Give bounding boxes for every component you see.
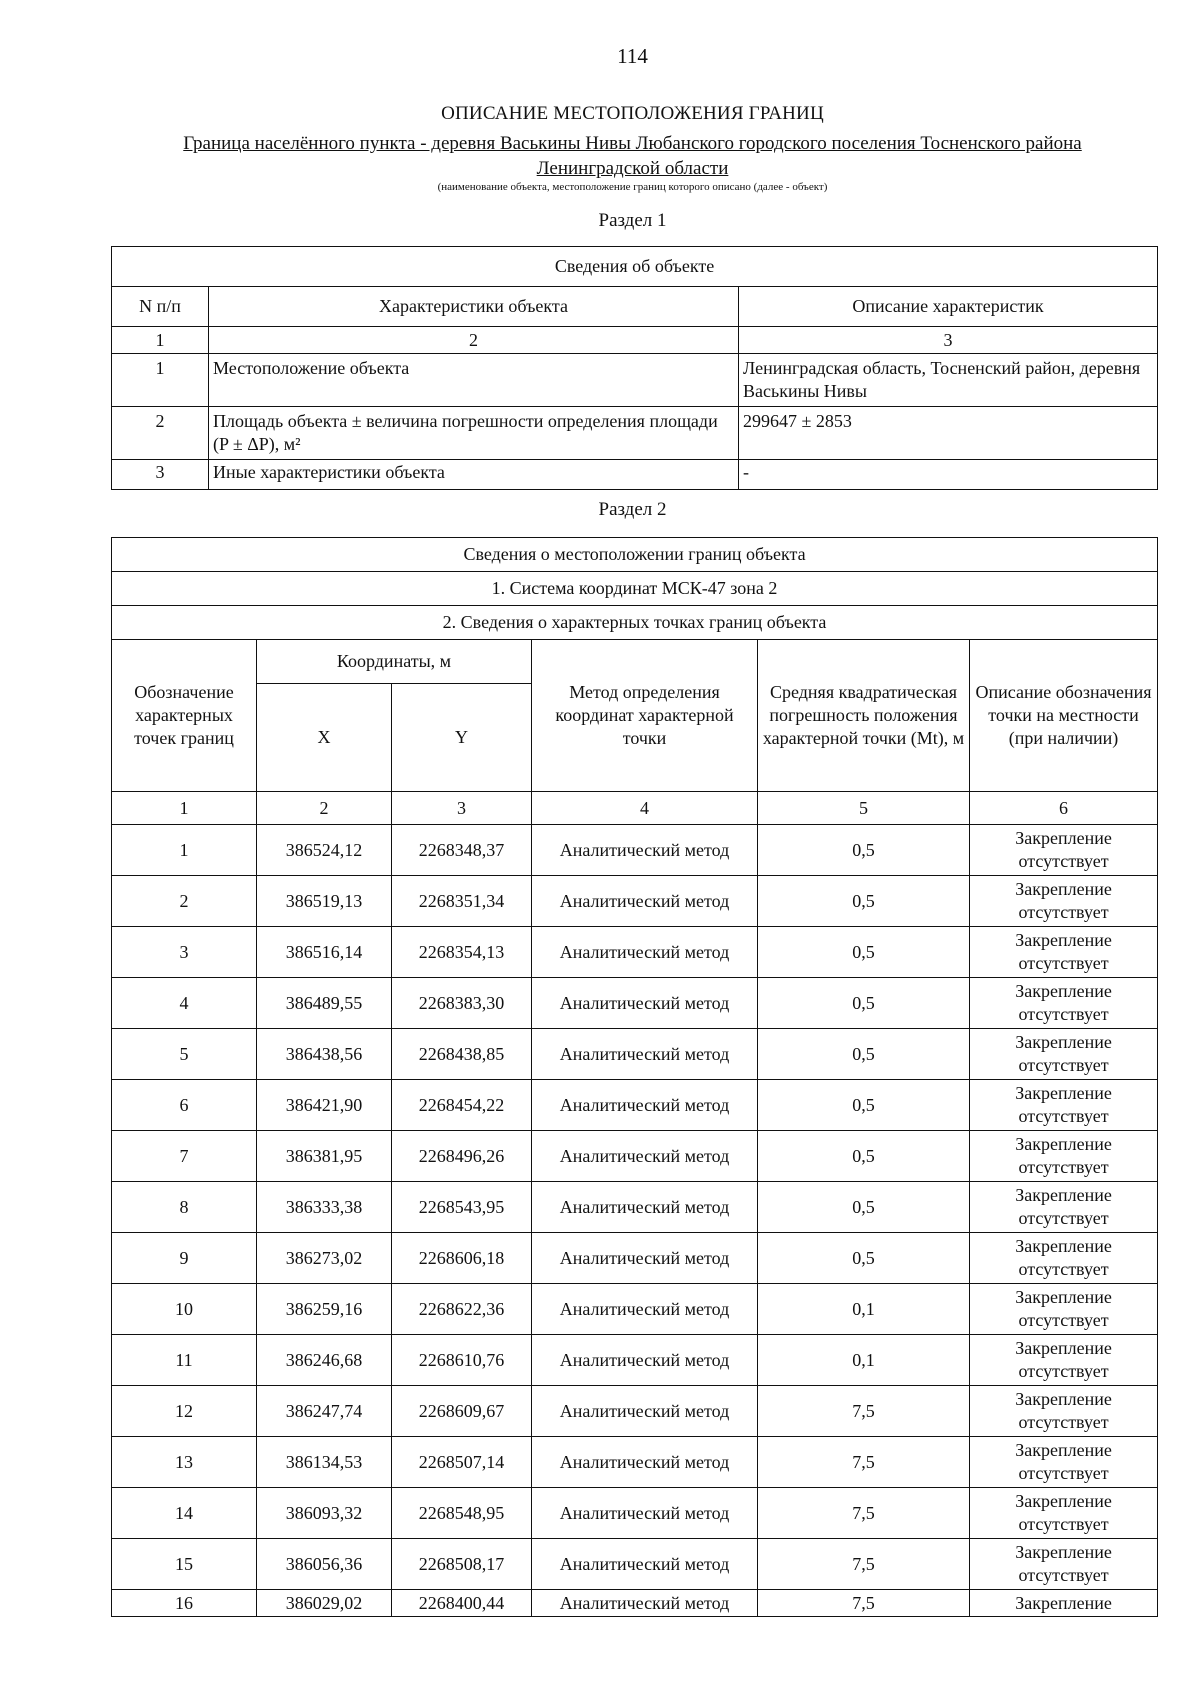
mean-error: 7,5 <box>758 1488 970 1539</box>
point-id: 12 <box>112 1386 257 1437</box>
column-number: 1 <box>112 792 257 825</box>
header-coordinates: Координаты, м <box>257 640 532 684</box>
coord-x: 386029,02 <box>257 1590 392 1617</box>
coord-y: 2268543,95 <box>392 1182 532 1233</box>
table-row <box>112 1233 1158 1284</box>
coord-y: 2268507,14 <box>392 1437 532 1488</box>
fix-description: Закрепление отсутствует <box>970 1131 1158 1182</box>
table-row <box>112 1437 1158 1488</box>
mean-error: 0,5 <box>758 927 970 978</box>
point-id: 5 <box>112 1029 257 1080</box>
page-number: 114 <box>617 44 648 68</box>
method: Аналитический метод <box>532 825 758 876</box>
header-error: Средняя квадратическая погрешность положения характерной точки (Mt), м <box>758 640 970 792</box>
coord-x: 386273,02 <box>257 1233 392 1284</box>
method: Аналитический метод <box>532 1488 758 1539</box>
fix-description: Закрепление отсутствует <box>970 1080 1158 1131</box>
coord-x: 386246,68 <box>257 1335 392 1386</box>
characteristic-name: Площадь объекта ± величина погрешности определения площади (P ± ΔP), м² <box>209 407 739 460</box>
method: Аналитический метод <box>532 1131 758 1182</box>
point-id: 16 <box>112 1590 257 1617</box>
characteristic-name: Иные характеристики объекта <box>209 460 739 490</box>
coord-x: 386056,36 <box>257 1539 392 1590</box>
point-id: 3 <box>112 927 257 978</box>
coord-x: 386333,38 <box>257 1182 392 1233</box>
coord-y: 2268348,37 <box>392 825 532 876</box>
object-name: Граница населённого пункта - деревня Васькины Нивы Любанского городского поселения Тосненского района Ленинградской области <box>183 133 1082 179</box>
coord-y: 2268454,22 <box>392 1080 532 1131</box>
coord-x: 386421,90 <box>257 1080 392 1131</box>
points-list <box>112 825 1158 1617</box>
characteristic-name: Местоположение объекта <box>209 354 739 407</box>
method: Аналитический метод <box>532 1539 758 1590</box>
coord-x: 386438,56 <box>257 1029 392 1080</box>
column-number: 2 <box>257 792 392 825</box>
mean-error: 7,5 <box>758 1386 970 1437</box>
table-row <box>112 1539 1158 1590</box>
point-id: 11 <box>112 1335 257 1386</box>
row-number: 3 <box>112 460 209 490</box>
fix-description: Закрепление отсутствует <box>970 825 1158 876</box>
row-number: 2 <box>112 407 209 460</box>
characteristic-value: - <box>739 460 1158 490</box>
coord-x: 386381,95 <box>257 1131 392 1182</box>
method: Аналитический метод <box>532 978 758 1029</box>
method: Аналитический метод <box>532 927 758 978</box>
table-row <box>112 1080 1158 1131</box>
coord-x: 386524,12 <box>257 825 392 876</box>
coord-y: 2268548,95 <box>392 1488 532 1539</box>
table-row <box>112 927 1158 978</box>
method: Аналитический метод <box>532 1029 758 1080</box>
point-id: 7 <box>112 1131 257 1182</box>
coord-y: 2268496,26 <box>392 1131 532 1182</box>
table-row <box>112 1590 1158 1617</box>
table-row <box>112 1182 1158 1233</box>
coord-x: 386519,13 <box>257 876 392 927</box>
coord-y: 2268354,13 <box>392 927 532 978</box>
mean-error: 0,5 <box>758 1131 970 1182</box>
header-designation: Обозначение характерных точек границ <box>112 640 257 792</box>
coord-x: 386134,53 <box>257 1437 392 1488</box>
coord-y: 2268622,36 <box>392 1284 532 1335</box>
coord-y: 2268438,85 <box>392 1029 532 1080</box>
fix-description: Закрепление отсутствует <box>970 1233 1158 1284</box>
column-number: 3 <box>739 327 1158 354</box>
point-id: 14 <box>112 1488 257 1539</box>
point-id: 1 <box>112 825 257 876</box>
mean-error: 0,5 <box>758 1080 970 1131</box>
coord-y: 2268383,30 <box>392 978 532 1029</box>
coord-x: 386259,16 <box>257 1284 392 1335</box>
mean-error: 0,5 <box>758 1182 970 1233</box>
method: Аналитический метод <box>532 1437 758 1488</box>
table-row <box>112 407 1158 460</box>
mean-error: 0,1 <box>758 1284 970 1335</box>
point-id: 13 <box>112 1437 257 1488</box>
fix-description: Закрепление отсутствует <box>970 927 1158 978</box>
coord-y: 2268609,67 <box>392 1386 532 1437</box>
method: Аналитический метод <box>532 1284 758 1335</box>
row-number: 1 <box>112 354 209 407</box>
point-id: 4 <box>112 978 257 1029</box>
table-row <box>112 1386 1158 1437</box>
object-info-table <box>111 246 1158 490</box>
point-id: 10 <box>112 1284 257 1335</box>
method: Аналитический метод <box>532 1080 758 1131</box>
fix-description: Закрепление отсутствует <box>970 1386 1158 1437</box>
method: Аналитический метод <box>532 1233 758 1284</box>
point-id: 9 <box>112 1233 257 1284</box>
point-id: 2 <box>112 876 257 927</box>
method: Аналитический метод <box>532 1590 758 1617</box>
table-row <box>112 1131 1158 1182</box>
mean-error: 0,5 <box>758 1029 970 1080</box>
section-1-label: Раздел 1 <box>598 210 667 231</box>
coordinate-system: 1. Система координат МСК-47 зона 2 <box>112 572 1158 606</box>
object-info-title: Сведения об объекте <box>112 247 1158 287</box>
table-row <box>112 825 1158 876</box>
characteristic-value: Ленинградская область, Тосненский район, деревня Васькины Нивы <box>739 354 1158 407</box>
mean-error: 0,5 <box>758 876 970 927</box>
coord-x: 386247,74 <box>257 1386 392 1437</box>
method: Аналитический метод <box>532 1386 758 1437</box>
mean-error: 7,5 <box>758 1590 970 1617</box>
point-id: 6 <box>112 1080 257 1131</box>
fix-description: Закрепление отсутствует <box>970 876 1158 927</box>
column-number: 2 <box>209 327 739 354</box>
mean-error: 7,5 <box>758 1437 970 1488</box>
method: Аналитический метод <box>532 876 758 927</box>
column-number: 5 <box>758 792 970 825</box>
table-row <box>112 354 1158 407</box>
header-fix-description: Описание обозначения точки на местности (при наличии) <box>970 640 1158 792</box>
table-row <box>112 978 1158 1029</box>
section-2-label: Раздел 2 <box>598 499 667 520</box>
header-characteristics: Характеристики объекта <box>209 287 739 327</box>
coord-x: 386489,55 <box>257 978 392 1029</box>
header-n: N п/п <box>112 287 209 327</box>
fix-description: Закрепление отсутствует <box>970 1437 1158 1488</box>
fix-description: Закрепление отсутствует <box>970 1488 1158 1539</box>
document-title: ОПИСАНИЕ МЕСТОПОЛОЖЕНИЯ ГРАНИЦ <box>441 103 824 124</box>
point-id: 8 <box>112 1182 257 1233</box>
coord-y: 2268610,76 <box>392 1335 532 1386</box>
fix-description: Закрепление отсутствует <box>970 1335 1158 1386</box>
boundary-info-title: Сведения о местоположении границ объекта <box>112 538 1158 572</box>
table-row <box>112 460 1158 490</box>
mean-error: 0,5 <box>758 1233 970 1284</box>
fix-description: Закрепление отсутствует <box>970 1182 1158 1233</box>
coord-y: 2268400,44 <box>392 1590 532 1617</box>
table-row <box>112 1284 1158 1335</box>
characteristic-value: 299647 ± 2853 <box>739 407 1158 460</box>
boundary-points-table <box>111 537 1158 1617</box>
table-row <box>112 876 1158 927</box>
coord-y: 2268606,18 <box>392 1233 532 1284</box>
header-y: Y <box>392 684 532 792</box>
table-row <box>112 1335 1158 1386</box>
column-number: 4 <box>532 792 758 825</box>
column-number: 1 <box>112 327 209 354</box>
method: Аналитический метод <box>532 1335 758 1386</box>
method: Аналитический метод <box>532 1182 758 1233</box>
mean-error: 7,5 <box>758 1539 970 1590</box>
header-x: X <box>257 684 392 792</box>
fix-description: Закрепление отсутствует <box>970 1029 1158 1080</box>
coord-y: 2268508,17 <box>392 1539 532 1590</box>
mean-error: 0,1 <box>758 1335 970 1386</box>
coord-y: 2268351,34 <box>392 876 532 927</box>
fix-description: Закрепление <box>970 1590 1158 1617</box>
coord-x: 386516,14 <box>257 927 392 978</box>
points-title: 2. Сведения о характерных точках границ объекта <box>112 606 1158 640</box>
coord-x: 386093,32 <box>257 1488 392 1539</box>
table-row <box>112 1488 1158 1539</box>
point-id: 15 <box>112 1539 257 1590</box>
column-number: 6 <box>970 792 1158 825</box>
header-method: Метод определения координат характерной точки <box>532 640 758 792</box>
mean-error: 0,5 <box>758 978 970 1029</box>
object-name-caption: (наименование объекта, местоположение границ которого описано (далее - объект) <box>437 181 828 193</box>
column-number: 3 <box>392 792 532 825</box>
fix-description: Закрепление отсутствует <box>970 1284 1158 1335</box>
fix-description: Закрепление отсутствует <box>970 1539 1158 1590</box>
table-row <box>112 1029 1158 1080</box>
mean-error: 0,5 <box>758 825 970 876</box>
fix-description: Закрепление отсутствует <box>970 978 1158 1029</box>
header-description: Описание характеристик <box>739 287 1158 327</box>
